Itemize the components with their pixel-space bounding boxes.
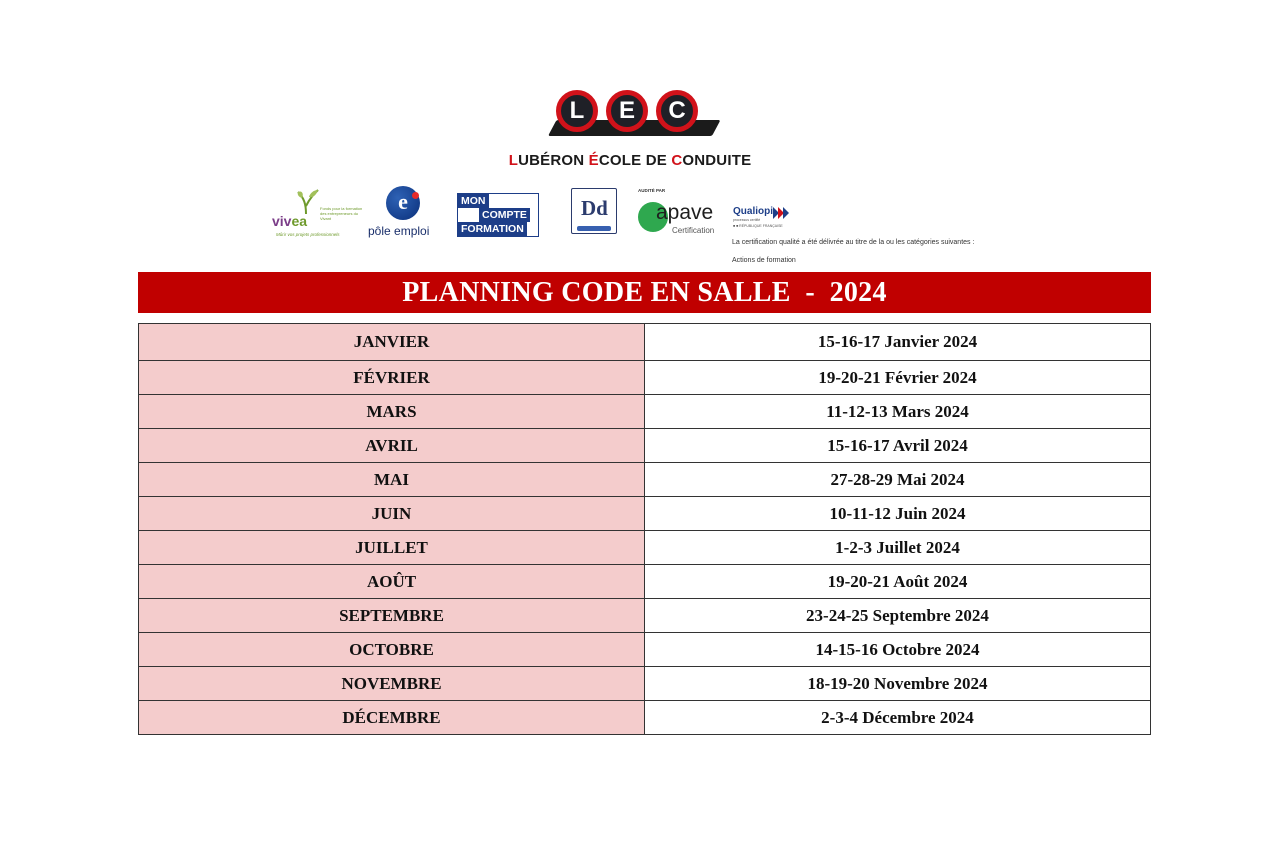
school-name bbox=[508, 152, 752, 169]
lec-logo bbox=[548, 86, 718, 148]
apave-certification: Certification bbox=[672, 226, 715, 235]
vivea-name bbox=[272, 213, 307, 229]
table-row bbox=[139, 395, 1151, 429]
pole-emploi-logo bbox=[364, 184, 444, 242]
leaf-icon bbox=[292, 188, 320, 214]
dates-cell: 15-16-17 Janvier 2024 bbox=[645, 324, 1151, 361]
table-row bbox=[139, 361, 1151, 395]
school-name-initial-c: C bbox=[671, 152, 683, 169]
logo-letter-e: E bbox=[606, 90, 648, 132]
dates-cell: 14-15-16 Octobre 2024 bbox=[645, 633, 1151, 667]
month-cell: JANVIER bbox=[139, 324, 645, 361]
mcf-line-1: MON bbox=[458, 194, 489, 208]
dates-cell: 11-12-13 Mars 2024 bbox=[645, 395, 1151, 429]
datadock-logo bbox=[571, 188, 619, 236]
page-title: PLANNING CODE EN SALLE - 2024 bbox=[138, 272, 1151, 313]
table-row bbox=[139, 531, 1151, 565]
dates-cell: 23-24-25 Septembre 2024 bbox=[645, 599, 1151, 633]
pole-emploi-name: pôle emploi bbox=[368, 224, 430, 238]
table-row bbox=[139, 429, 1151, 463]
dates-cell: 27-28-29 Mai 2024 bbox=[645, 463, 1151, 497]
qualiopi-logo bbox=[733, 204, 993, 266]
month-cell: NOVEMBRE bbox=[139, 667, 645, 701]
qualiopi-sub-1: processus certifié bbox=[733, 218, 761, 222]
month-cell: MAI bbox=[139, 463, 645, 497]
table-row bbox=[139, 463, 1151, 497]
vivea-name-b: ea bbox=[291, 213, 308, 229]
table-row bbox=[139, 565, 1151, 599]
dates-cell: 15-16-17 Avril 2024 bbox=[645, 429, 1151, 463]
month-cell: DÉCEMBRE bbox=[139, 701, 645, 735]
table-row bbox=[139, 633, 1151, 667]
table-row bbox=[139, 701, 1151, 735]
month-cell: FÉVRIER bbox=[139, 361, 645, 395]
month-cell: AVRIL bbox=[139, 429, 645, 463]
logo-letter-l: L bbox=[556, 90, 598, 132]
vivea-name-a: viv bbox=[272, 213, 292, 229]
dates-cell: 19-20-21 Août 2024 bbox=[645, 565, 1151, 599]
qualiopi-name: Qualiopi bbox=[733, 206, 773, 217]
mon-compte-formation-logo bbox=[457, 193, 539, 237]
school-name-initial-l: L bbox=[508, 152, 519, 169]
month-cell: JUIN bbox=[139, 497, 645, 531]
apave-logo bbox=[634, 186, 726, 242]
qualiopi-category: Actions de formation bbox=[732, 257, 796, 264]
dates-cell: 2-3-4 Décembre 2024 bbox=[645, 701, 1151, 735]
pole-emploi-icon: e bbox=[386, 186, 420, 220]
school-name-part-3: ONDUITE bbox=[682, 152, 752, 169]
apave-name: apave bbox=[656, 201, 714, 224]
table-row bbox=[139, 324, 1151, 361]
dates-cell: 1-2-3 Juillet 2024 bbox=[645, 531, 1151, 565]
month-cell: JUILLET bbox=[139, 531, 645, 565]
school-name-initial-e: É bbox=[588, 152, 599, 169]
qualiopi-sub-2: ■ ■ RÉPUBLIQUE FRANÇAISE bbox=[733, 224, 783, 228]
vivea-small-text: Fonds pour la formation des entrepreneurs du Vivant bbox=[320, 206, 363, 221]
dates-cell: 10-11-12 Juin 2024 bbox=[645, 497, 1151, 531]
planning-table bbox=[138, 323, 1151, 735]
pole-emploi-red-dot bbox=[412, 192, 419, 199]
qualiopi-arrows-icon bbox=[773, 207, 789, 219]
vivea-slogan: Mûrir vos projets professionnels bbox=[276, 232, 340, 237]
vivea-logo bbox=[272, 186, 362, 242]
mcf-line-2: COMPTE bbox=[479, 208, 530, 222]
school-name-part-2: COLE DE bbox=[598, 152, 672, 169]
datadock-tag bbox=[577, 226, 611, 231]
month-cell: MARS bbox=[139, 395, 645, 429]
datadock-glyph: Dd bbox=[581, 196, 608, 220]
qualiopi-certification-text: La certification qualité a été délivrée au titre de la ou les catégories suivantes : bbox=[732, 239, 975, 246]
dates-cell: 19-20-21 Février 2024 bbox=[645, 361, 1151, 395]
table-row bbox=[139, 599, 1151, 633]
mcf-line-3: FORMATION bbox=[458, 222, 527, 236]
dates-cell: 18-19-20 Novembre 2024 bbox=[645, 667, 1151, 701]
table-row bbox=[139, 497, 1151, 531]
logo-letter-c: C bbox=[656, 90, 698, 132]
month-cell: SEPTEMBRE bbox=[139, 599, 645, 633]
month-cell: AOÛT bbox=[139, 565, 645, 599]
table-row bbox=[139, 667, 1151, 701]
apave-audited-by: AUDITÉ PAR bbox=[638, 188, 666, 193]
school-name-part-1: UBÉRON bbox=[518, 152, 589, 169]
month-cell: OCTOBRE bbox=[139, 633, 645, 667]
